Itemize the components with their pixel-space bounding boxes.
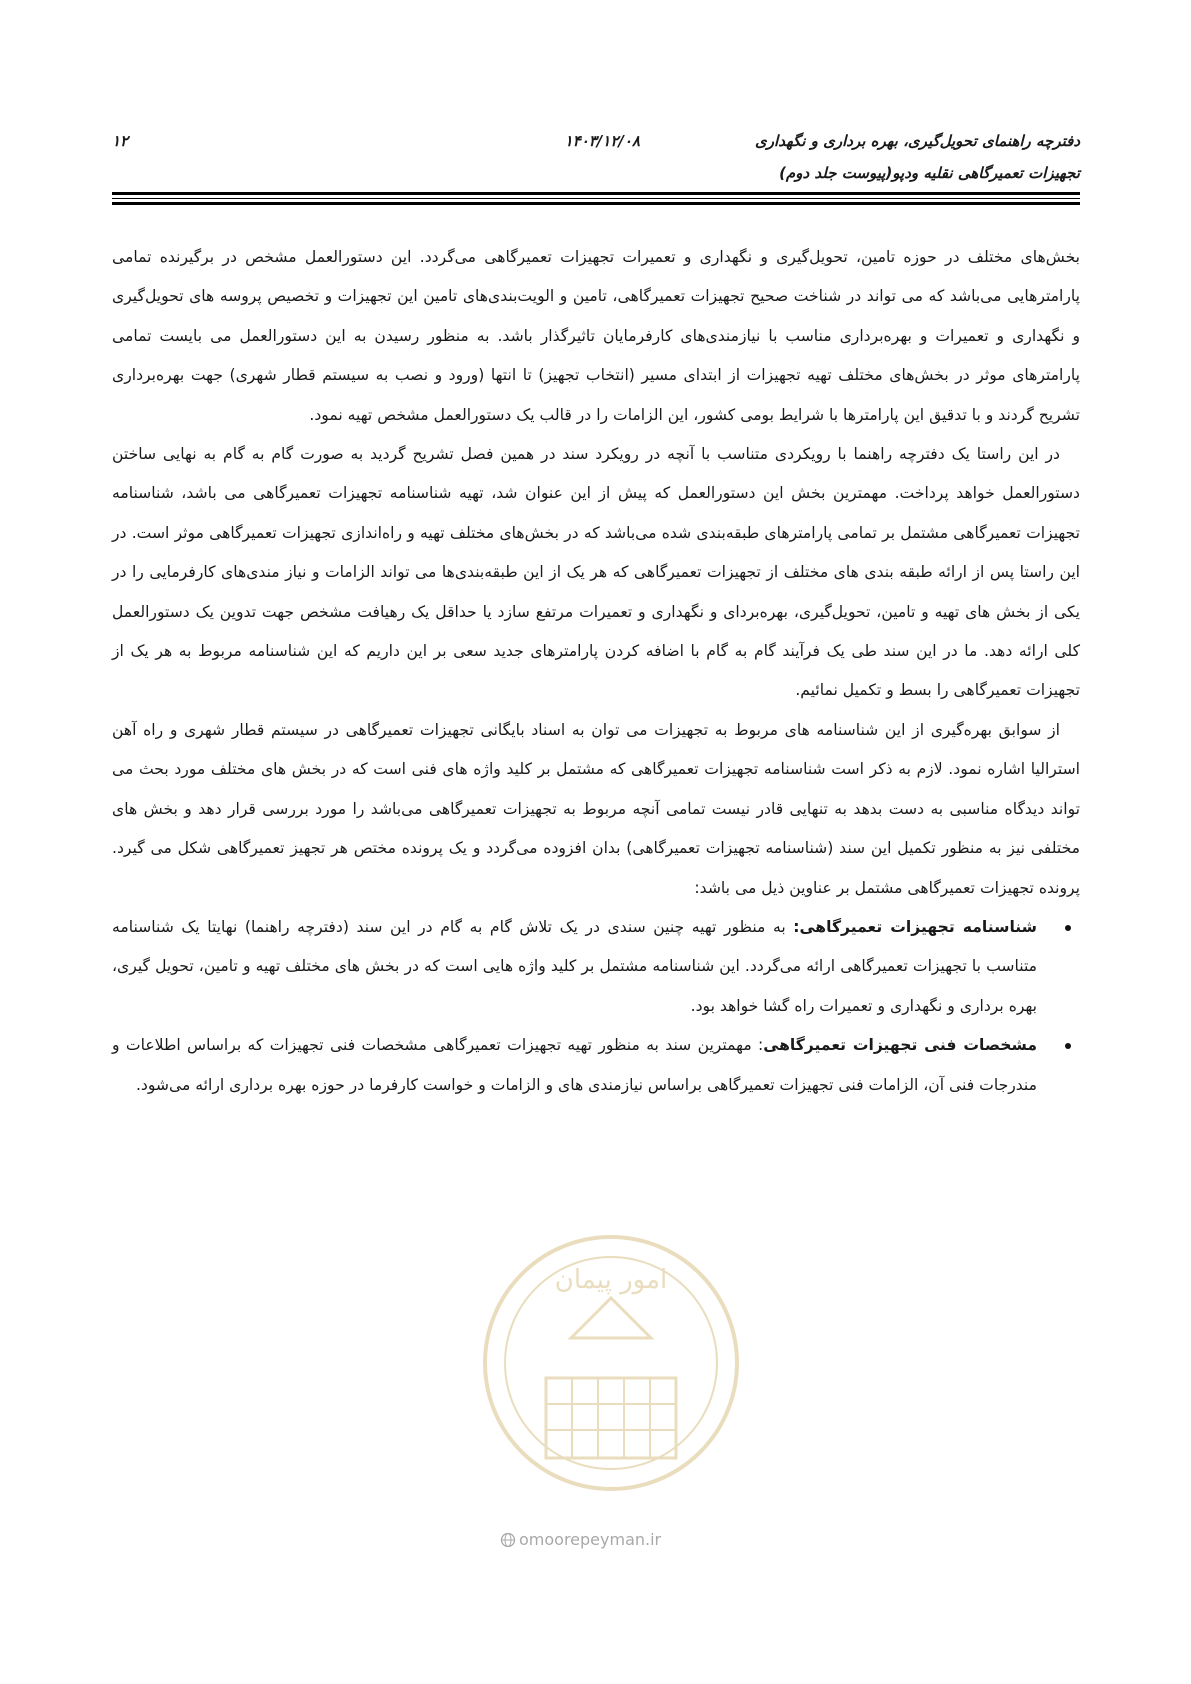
- header-rule-thick-top: [112, 192, 1080, 195]
- list-item: [112, 1026, 1080, 1105]
- paragraph-2: در این راستا یک دفترچه راهنما با رویکردی متناسب با آنچه در رویکرد سند در همین فصل تشریح گردید به صورت گام به گام به نهایی ساختن دستورالعمل خواهد پرداخت. مهمترین بخش این دستورالعمل که پیش از این عنوان شد، تهیه شناسنامه تجهیزات تعمیرگاهی می باشد، شناسنامه تجهیزات تعمیرگاهی مشتمل بر تمامی پارامترهای طبقه‌بندی شده می‌باشد که در بخش‌های مختلف تهیه و راه‌اندازی تجهیزات تعمیرگاهی موثر است. در این راستا پس از ارائه طبقه بندی های مختلف از تجهیزات تعمیرگاهی که هر یک از این طبقه‌بندی‌ها می تواند الزامات و نیاز مندی‌های کارفرمایی را در یکی از بخش های تهیه و تامین، تحویل‌گیری، بهره‌بردای و نگهداری و تعمیرات مرتفع سازد یا حداقل یک رهیافت مشخص جهت تدوین یک دستورالعمل کلی ارائه دهد. ما در این سند طی یک فرآیند گام به گام با اضافه کردن پارامترهای جدید سعی بر این داریم که این شناسنامه مربوط به هر یک از تجهیزات تعمیرگاهی را بسط و تکمیل نمائیم.: [112, 445, 1080, 700]
- list-item-text: به منظور تهیه چنین سندی در یک تلاش گام به گام در این سند (دفترچه راهنما) نهایتا یک شناسنامه متناسب با تجهیزات تعمیرگاهی ارائه می‌گردد. این شناسنامه مشتمل بر کلید واژه هایی است که در بخش های مختلف تهیه و تامین، تحویل گیری، بهره برداری و نگهداری و تعمیرات راه گشا خواهد بود.: [112, 917, 1037, 1015]
- document-title: دفترچه راهنمای تحویل‌گیری، بهره برداری و نگهداری: [755, 132, 1080, 150]
- watermark-site: [500, 1530, 661, 1549]
- header-rule-thick-bottom: [112, 202, 1080, 205]
- watermark-logo-icon: [476, 1228, 746, 1498]
- watermark-site-text: omoorepeyman.ir: [519, 1530, 662, 1549]
- page-number: ۱۲: [112, 132, 129, 150]
- list-item: [112, 908, 1080, 1026]
- bullet-icon: [1065, 1043, 1071, 1049]
- bullet-icon: [1065, 925, 1071, 931]
- body-text: [112, 238, 1080, 1105]
- list-item-text: : مهمترین سند به منظور تهیه تجهیزات تعمیرگاهی مشخصات فنی تجهیزات که براساس اطلاعات و مندرجات فنی آن، الزامات فنی تجهیزات تعمیرگاهی براساس نیازمندی های و الزامات و خواست کارفرما در حوزه بهره برداری ارائه می‌شود.: [112, 1036, 1037, 1094]
- document-subtitle: تجهیزات تعمیرگاهی نقلیه ودپو(پیوست جلد دوم): [779, 164, 1080, 182]
- globe-icon: [500, 1532, 516, 1548]
- page-header: [112, 124, 1080, 184]
- document-date: ۱۴۰۳/۱۲/۰۸: [564, 132, 640, 150]
- list-item-term: شناسنامه تجهیزات تعمیرگاهی:: [793, 917, 1037, 936]
- watermark-logo-text: امور پیمان: [554, 1265, 668, 1295]
- paragraph-3: از سوابق بهره‌گیری از این شناسنامه های مربوط به تجهیزات می توان به اسناد بایگانی تجهیزات تعمیرگاهی در سیستم قطار شهری و راه آهن استرالیا اشاره نمود. لازم به ذکر است شناسنامه تجهیزات تعمیرگاهی که مشتمل بر کلید واژه های فنی است که در بخش های مختلف مورد بحث می تواند دیدگاه مناسبی به دست بدهد به تنهایی قادر نیست تمامی آنچه مربوط به تجهیزات تعمیرگاهی می‌باشد را مورد بررسی قرار دهد و بخش های مختلفی نیز به منظور تکمیل این سند (شناسنامه تجهیزات تعمیرگاهی) بدان افزوده می‌گردد و یک پرونده مختص هر تجهیز تعمیرگاهی شکل می گیرد. پرونده تجهیزات تعمیرگاهی مشتمل بر عناوین ذیل می باشد:: [112, 720, 1080, 897]
- bullet-list: [112, 908, 1080, 1105]
- list-item-term: مشخصات فنی تجهیزات تعمیرگاهی: [763, 1036, 1037, 1055]
- header-rule-thin: [112, 198, 1080, 199]
- paragraph-1: بخش‌های مختلف در حوزه تامین، تحویل‌گیری و نگهداری و تعمیرات تجهیزات تعمیرگاهی می‌گردد. این دستورالعمل مشخص در برگیرنده تمامی پارامترهایی می‌باشد که می تواند در شناخت صحیح تجهیزات تعمیرگاهی، تامین و الویت‌بندی‌های تامین این تجهیزات و تخصیص پروسه های تحویل‌گیری و نگهداری و تعمیرات و بهره‌برداری مناسب با نیازمندی‌های کارفرمایان تاثیرگذار باشد. به منظور رسیدن به این دستورالعمل می بایست تمامی پارامترهای موثر در بخش‌های مختلف تهیه تجهیزات از ابتدای مسیر (انتخاب تجهیز) تا انتها (ورود و نصب به سیستم قطار شهری) جهت بهره‌برداری تشریح گردند و با تدقیق این پارامترها با شرایط بومی کشور، این الزامات را در قالب یک دستورالعمل مشخص تهیه نمود.: [112, 248, 1080, 424]
